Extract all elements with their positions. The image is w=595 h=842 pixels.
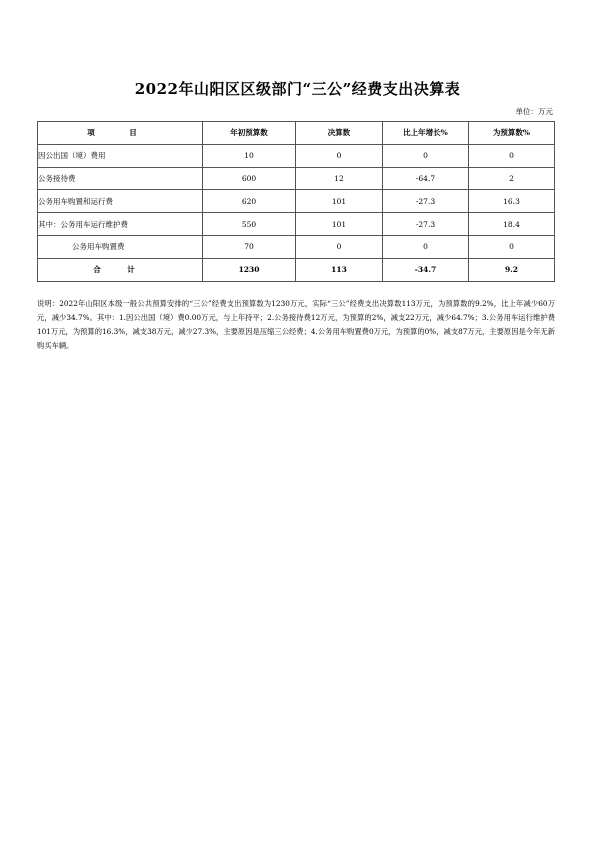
table-row <box>38 235 555 258</box>
budget-cell: 600 <box>203 167 296 190</box>
budget-cell: 10 <box>203 144 296 167</box>
row-label: 其中：公务用车运行维护费 <box>38 213 203 236</box>
total-label: 合 计 <box>38 258 203 281</box>
budget-cell: 550 <box>203 213 296 236</box>
row-label: 公务用车购置和运行费 <box>38 190 203 213</box>
column-header-item: 项 目 <box>38 122 203 145</box>
percent-cell: 16.3 <box>469 190 555 213</box>
column-header-percent-of-budget: 为预算数% <box>469 122 555 145</box>
table-row <box>38 144 555 167</box>
total-actual-cell: 113 <box>296 258 383 281</box>
row-label: 公务接待费 <box>38 167 203 190</box>
budget-cell: 620 <box>203 190 296 213</box>
document-title: 2022年山阳区区级部门“三公”经费支出决算表 <box>134 80 461 98</box>
expenditure-table <box>37 121 555 282</box>
percent-cell: 2 <box>469 167 555 190</box>
row-label: 因公出国（境）费用 <box>38 144 203 167</box>
total-growth-cell: -34.7 <box>383 258 469 281</box>
growth-cell: -27.3 <box>383 190 469 213</box>
actual-cell: 12 <box>296 167 383 190</box>
growth-cell: -27.3 <box>383 213 469 236</box>
column-header-actual: 决算数 <box>296 122 383 145</box>
total-row <box>38 258 555 281</box>
growth-cell: -64.7 <box>383 167 469 190</box>
total-budget-cell: 1230 <box>203 258 296 281</box>
table-header-row <box>38 122 555 145</box>
column-header-growth: 比上年增长% <box>383 122 469 145</box>
actual-cell: 101 <box>296 190 383 213</box>
percent-cell: 18.4 <box>469 213 555 236</box>
unit-label: 单位：万元 <box>515 107 553 116</box>
column-header-budget: 年初预算数 <box>203 122 296 145</box>
budget-cell: 70 <box>203 235 296 258</box>
percent-cell: 0 <box>469 235 555 258</box>
table-row <box>38 213 555 236</box>
total-percent-cell: 9.2 <box>469 258 555 281</box>
actual-cell: 0 <box>296 235 383 258</box>
explanation-note: 说明：2022年山阳区本级一般公共预算安排的“三公”经费支出预算数为1230万元，实际“三公”经费支出决算数113万元，为预算数的9.2%，比上年减少60万元，减少34.7%。其中：1.因公出国（境）费0.00万元，与上年持平；2.公务接待费12万元，为预算的2%，减支22万元，减少64.7%；3.公务用车运行维护费101万元，为预算的16.3%，减支38万元，减少27.3%，主要原因是压缩三公经费；4.公务用车购置费0万元，为预算的0%，减支87万元，主要原因是今年无新购买车辆。 <box>37 299 555 350</box>
actual-cell: 0 <box>296 144 383 167</box>
growth-cell: 0 <box>383 144 469 167</box>
growth-cell: 0 <box>383 235 469 258</box>
percent-cell: 0 <box>469 144 555 167</box>
table-row <box>38 167 555 190</box>
row-label: 公务用车购置费 <box>38 235 203 258</box>
actual-cell: 101 <box>296 213 383 236</box>
table-row <box>38 190 555 213</box>
